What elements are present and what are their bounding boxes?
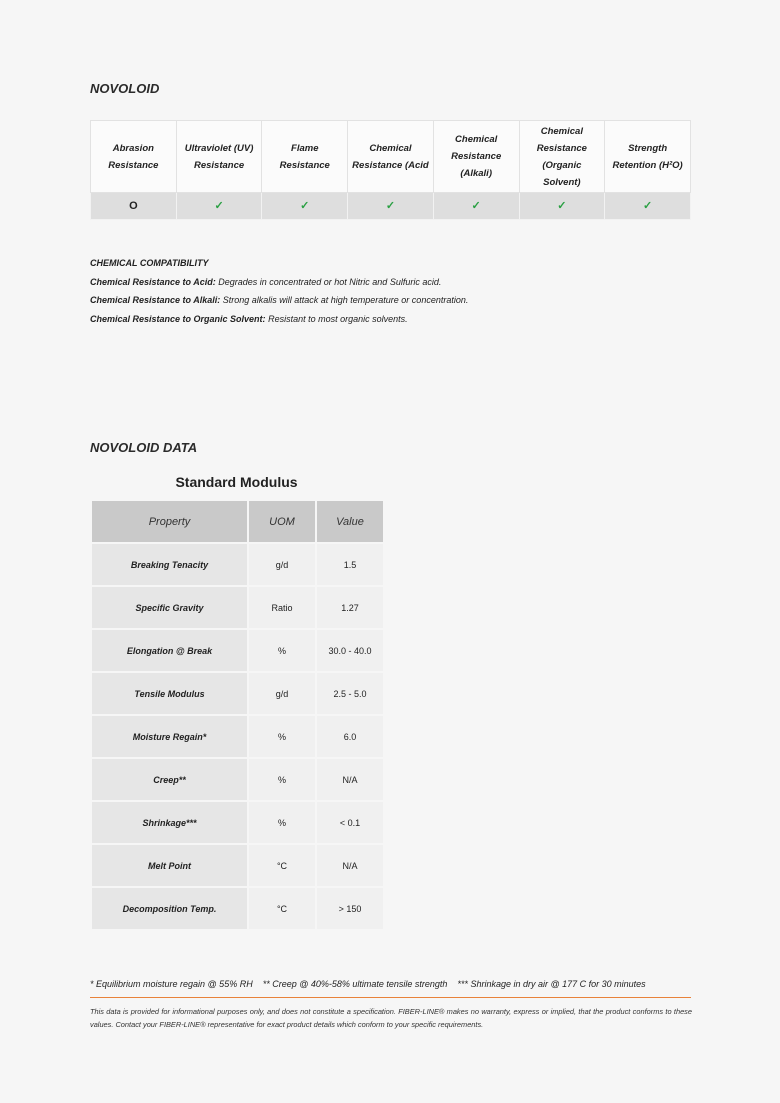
footer-divider	[90, 997, 691, 998]
resistance-value-row	[91, 193, 691, 220]
header-uv-resistance: Ultraviolet (UV) Resistance	[176, 121, 262, 193]
uom-cell: °C	[248, 887, 316, 930]
table-row	[91, 801, 384, 844]
table-row	[91, 887, 384, 930]
disclaimer: This data is provided for informational purposes only, and does not constitute a specification. FIBER-LINE® makes no warranty, express or implied, that the product conforms to these values. Contact your FIBER-LINE® representative for exact product details which conform to your specific requirements.	[90, 1007, 692, 1029]
alkali-check-icon: ✓	[433, 193, 519, 220]
compatibility-line-alkali	[90, 291, 468, 310]
compatibility-label: Chemical Resistance to Organic Solvent:	[90, 313, 266, 324]
value-cell: 1.5	[316, 543, 384, 586]
section-title-novoloid: NOVOLOID	[90, 81, 160, 96]
uom-cell: g/d	[248, 672, 316, 715]
header-chemical-resistance-alkali: Chemical Resistance (Alkali)	[433, 121, 519, 193]
table-row	[91, 758, 384, 801]
uom-cell: g/d	[248, 543, 316, 586]
uom-cell: %	[248, 715, 316, 758]
property-cell: Tensile Modulus	[91, 672, 248, 715]
compatibility-label: Chemical Resistance to Alkali:	[90, 295, 221, 305]
table-row	[91, 543, 384, 586]
uom-cell: %	[248, 629, 316, 672]
value-cell: N/A	[316, 758, 384, 801]
header-chemical-resistance-acid: Chemical Resistance (Acid	[348, 121, 434, 193]
standard-modulus-table	[90, 499, 385, 931]
property-cell: Moisture Regain*	[91, 715, 248, 758]
header-uom: UOM	[248, 500, 316, 543]
compatibility-text: Resistant to most organic solvents.	[265, 313, 408, 324]
header-strength-retention: Strength Retention (H²O)	[605, 121, 691, 193]
property-cell: Specific Gravity	[91, 586, 248, 629]
compatibility-text: Strong alkalis will attack at high temperature or concentration.	[220, 295, 469, 305]
chemical-compatibility	[90, 254, 468, 328]
value-cell: 1.27	[316, 586, 384, 629]
acid-check-icon: ✓	[348, 193, 434, 220]
property-cell: Shrinkage***	[91, 801, 248, 844]
organic-solvent-check-icon: ✓	[519, 193, 605, 220]
table-row	[91, 844, 384, 887]
compatibility-line-organic-solvent	[90, 310, 468, 329]
property-cell: Creep**	[91, 758, 248, 801]
value-cell: N/A	[316, 844, 384, 887]
header-flame-resistance: Flame Resistance	[262, 121, 348, 193]
section-title-novoloid-data: NOVOLOID DATA	[90, 440, 198, 455]
property-cell: Decomposition Temp.	[91, 887, 248, 930]
standard-modulus-title: Standard Modulus	[175, 474, 298, 490]
table-row	[91, 715, 384, 758]
uom-cell: Ratio	[248, 586, 316, 629]
header-abrasion-resistance: Abrasion Resistance	[91, 121, 177, 193]
compatibility-label: Chemical Resistance to Acid:	[90, 276, 216, 287]
uv-check-icon: ✓	[176, 193, 262, 220]
value-cell: 6.0	[316, 715, 384, 758]
header-property: Property	[91, 500, 248, 543]
value-cell: < 0.1	[316, 801, 384, 844]
value-cell: > 150	[316, 887, 384, 930]
compatibility-text: Degrades in concentrated or hot Nitric and Sulfuric acid.	[215, 276, 442, 287]
header-chemical-resistance-organic-solvent: Chemical Resistance (Organic Solvent)	[519, 121, 605, 193]
uom-cell: °C	[248, 844, 316, 887]
data-header-row	[91, 500, 384, 543]
table-row	[91, 672, 384, 715]
strength-retention-check-icon: ✓	[605, 193, 691, 220]
table-row	[91, 586, 384, 629]
property-cell: Elongation @ Break	[91, 629, 248, 672]
compatibility-line-acid	[90, 273, 468, 292]
abrasion-rating: O	[91, 193, 177, 220]
header-value: Value	[316, 500, 384, 543]
uom-cell: %	[248, 758, 316, 801]
compatibility-heading: CHEMICAL COMPATIBILITY	[90, 258, 209, 268]
value-cell: 2.5 - 5.0	[316, 672, 384, 715]
value-cell: 30.0 - 40.0	[316, 629, 384, 672]
uom-cell: %	[248, 801, 316, 844]
property-cell: Melt Point	[91, 844, 248, 887]
footnote: * Equilibrium moisture regain @ 55% RH ** Creep @ 40%-58% ultimate tensile strength *** Shrinkage in dry air @ 177 C for 30 minutes	[90, 979, 646, 989]
property-cell: Breaking Tenacity	[91, 543, 248, 586]
resistance-table	[90, 120, 691, 220]
table-row	[91, 629, 384, 672]
flame-check-icon: ✓	[262, 193, 348, 220]
resistance-header-row	[91, 121, 691, 193]
